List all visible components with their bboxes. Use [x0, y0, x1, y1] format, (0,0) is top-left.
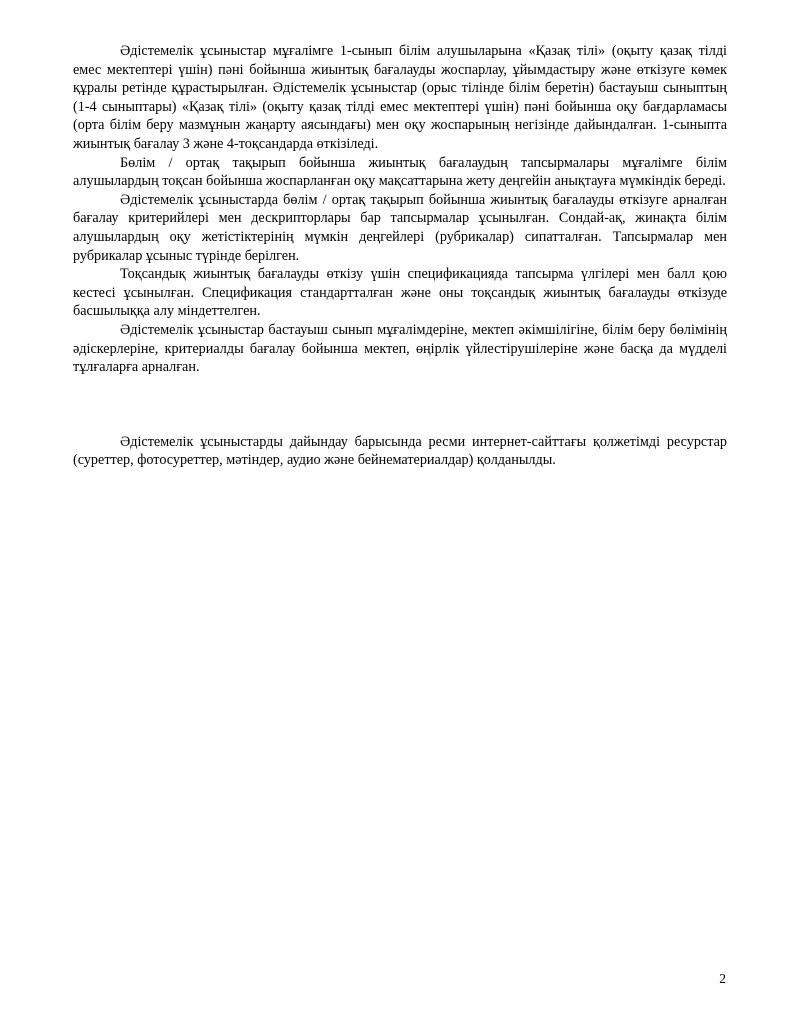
paragraph-criteria: Әдістемелік ұсыныстарда бөлім / ортақ тақырып бойынша жиынтық бағалауды өткізуге арналған бағалау критерийлері мен дескрипторлары бар тапсырмалар ұсынылған. Сондай-ақ, жинақта білім алушылардың оқу жетістіктерінің мүмкін деңгейлері (рубрикалар) сипатталған. Тапсырмалар мен рубрикалар ұсыныс түрінде берілген. — [73, 191, 727, 264]
paragraph-specification: Тоқсандық жиынтық бағалауды өткізу үшін спецификацияда тапсырма үлгілері мен балл қою кестесі ұсынылған. Спецификация стандартталған және оны тоқсандық жиынтық бағалауды өткізуде басшылыққа алу міндеттелген. — [73, 266, 727, 320]
page-number: 2 — [719, 971, 726, 986]
paragraph-purpose: Әдістемелік ұсыныстар мұғалімге 1-сынып білім алушыларына «Қазақ тілі» (оқыту қазақ тілді емес мектептері үшін) пәні бойынша жиынтық бағалауды жоспарлау, ұйымдастыру және өткізуге көмек құралы ретінде құрастырылған. Әдістемелік ұсыныстар (орыс тілінде білім беретін) бастауыш сыныптың (1-4 сыныптары) «Қазақ тілі» (оқыту қазақ тілді емес мектептері үшін) пәні бойынша оқу бағдарламасы (орта білім беру мазмұнын жаңарту аясындағы) мен оқу жоспарының негізінде дайындалған. 1-сыныпта жиынтық бағалау 3 және 4-тоқсандарда өткізіледі. — [73, 43, 727, 152]
paragraph-resources: Әдістемелік ұсыныстарды дайындау барысында ресми интернет-сайттағы қолжетімді ресурстар (суреттер, фотосуреттер, мәтіндер, аудио және бейнематериалдар) қолданылды. — [73, 433, 727, 469]
document-page — [73, 42, 727, 470]
paragraph-audience: Әдістемелік ұсыныстар бастауыш сынып мұғалімдеріне, мектеп әкімшілігіне, білім беру бөлімінің әдіскерлеріне, критериалды бағалау бойынша мектеп, өңірлік үйлестірушілеріне және басқа да мүдделі тұлғаларға арналған. — [73, 321, 727, 376]
paragraph-section-tasks: Бөлім / ортақ тақырып бойынша жиынтық бағалаудың тапсырмалары мұғалімге білім алушылардың тоқсан бойынша жоспарланған оқу мақсаттарына жету деңгейін анықтауға мүмкіндік береді. — [73, 154, 727, 190]
section-spacer — [73, 377, 727, 433]
